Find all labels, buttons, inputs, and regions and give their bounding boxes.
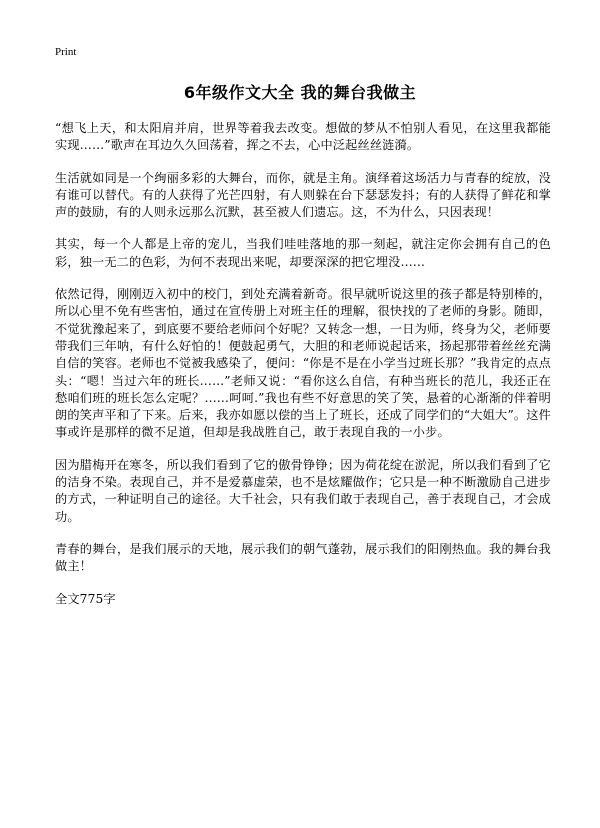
article-paragraph: 依然记得，刚刚迈入初中的校门，到处充满着新奇。很早就听说这里的孩子都是特别棒的，所以心里不免有些害怕，通过在宣传册上对班主任的理解，很快找的了老师的身影。随即，不觉犹豫起来了，到底要不要给老师问个好呢？又转念一想，一日为师，终身为父，老师要带我们三年呐，有什么好怕的！便鼓起勇气，大胆的和老师说起话来，扬起那带着丝丝充满自信的笑容。老师也不觉被我感染了，便问：“你是不是在小学当过班长那？”我肯定的点点头：“嗯！当过六年的班长……”老师又说：“看你这么自信，有种当班长的范儿，我还正在愁咱们班的班长怎么定呢？……呵呵.”我也有些不好意思的笑了笑，悬着的心渐渐的伴着明朗的笑声平和了下来。后来，我亦如愿以偿的当上了班长，还成了同学们的“大姐大”。这件事或许是那样的微不足道，但却是我战胜自己，敢于表现自我的一小步。: [55, 287, 551, 440]
print-link[interactable]: Print: [55, 46, 77, 58]
article-paragraph: 生活就如同是一个绚丽多彩的大舞台，而你，就是主角。演绎着这场活力与青春的绽放，没有谁可以替代。有的人获得了光芒四射，有人则躲在台下瑟瑟发抖；有的人获得了鲜花和掌声的鼓励，有的人则永远那么沉默，甚至被人们遗忘。这，不为什么，只因表现！: [55, 170, 551, 220]
page-title: 6年级作文大全 我的舞台我做主: [183, 83, 417, 102]
article-paragraph: 青春的舞台，是我们展示的天地，展示我们的朝气蓬勃，展示我们的阳刚热血。我的舞台我做主！: [55, 541, 551, 574]
article-body: [55, 120, 551, 623]
article-paragraph: 其实，每一个人都是上帝的宠儿，当我们哇哇落地的那一刻起，就注定你会拥有自己的色彩，独一无二的色彩，为何不表现出来呢，却要深深的把它埋没……: [55, 237, 551, 269]
article-paragraph: “想飞上天，和太阳肩并肩，世界等着我去改变。想做的梦从不怕别人看见，在这里我都能实现……”歌声在耳边久久回荡着，挥之不去，心中泛起丝丝涟漪。: [55, 121, 551, 153]
word-count: 全文775字: [55, 591, 116, 606]
article-paragraph: 因为腊梅开在寒冬，所以我们看到了它的傲骨铮铮；因为荷花绽在淤泥，所以我们看到了它的洁身不染。表现自己，并不是爱慕虚荣，也不是炫耀做作；它只是一种不断激励自己进步的方式，一种证明自己的途径。大千社会，只有我们敢于表现自己，善于表现自己，才会成功。: [55, 457, 551, 524]
